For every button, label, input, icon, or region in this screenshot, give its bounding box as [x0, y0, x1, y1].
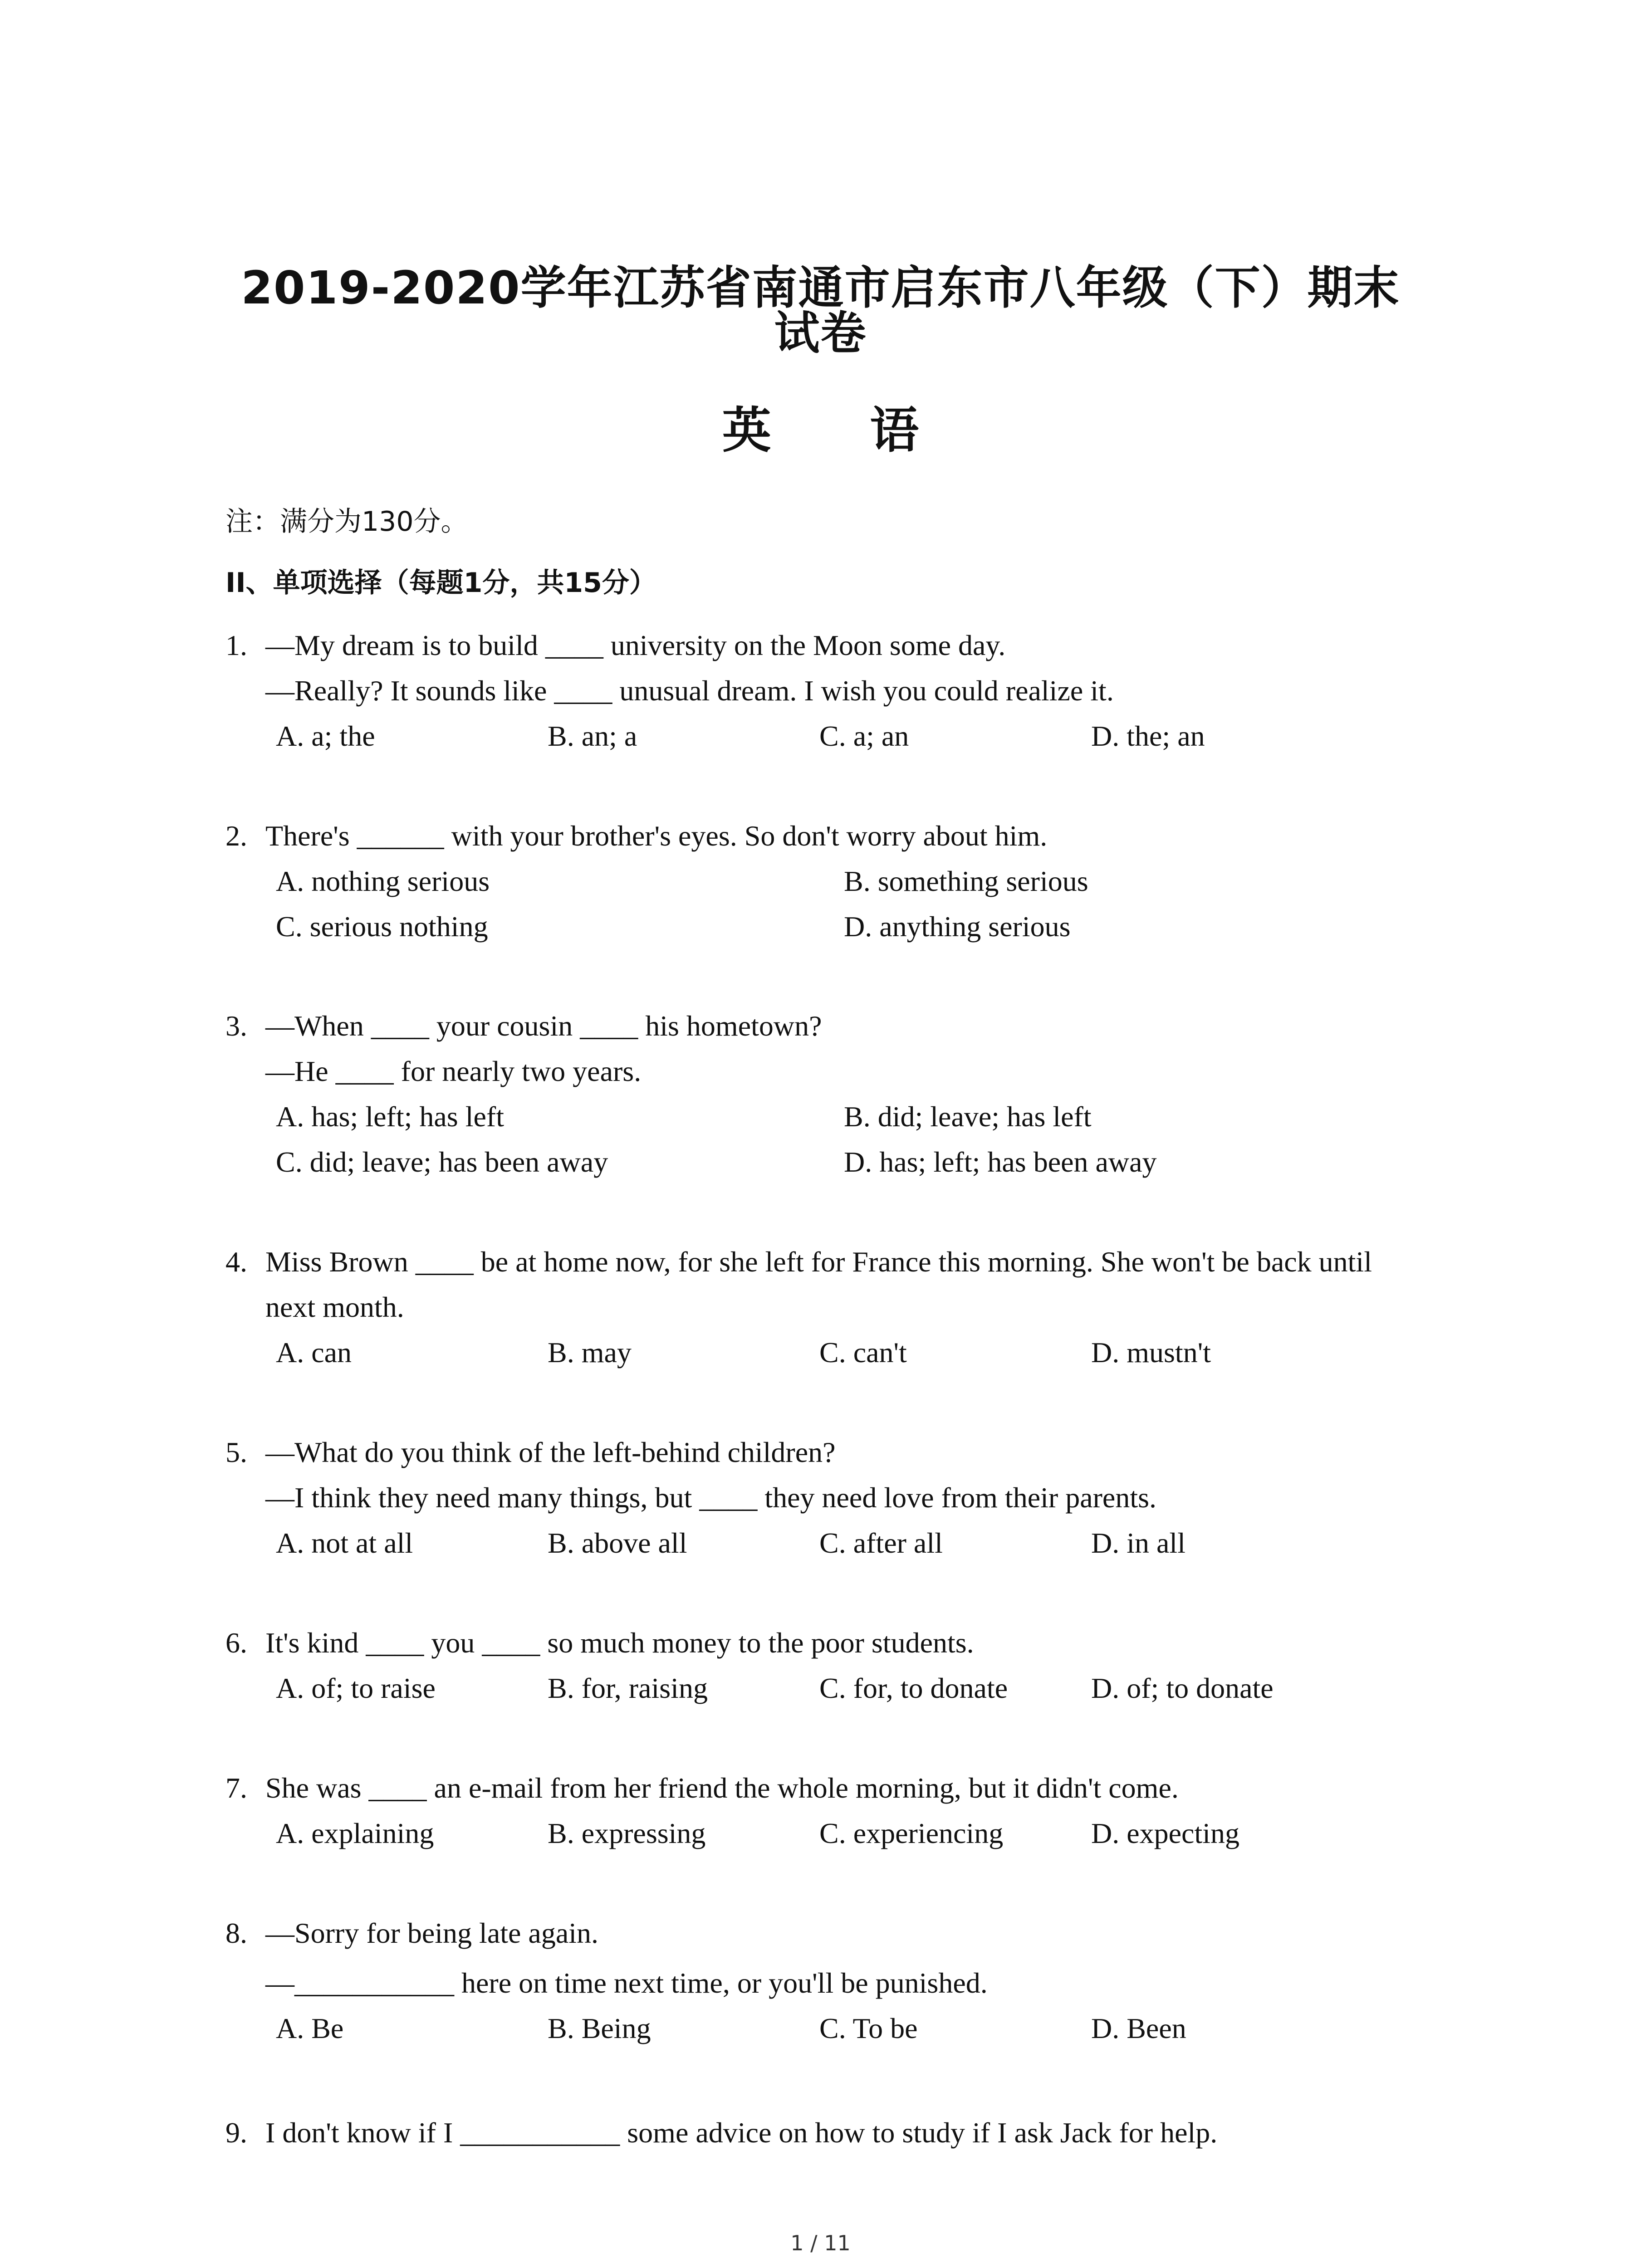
- section-heading: II、单项选择（每题1分，共15分）: [225, 567, 656, 599]
- question-number: 5.: [225, 1436, 247, 1468]
- option-a: A. not at all: [276, 1527, 413, 1559]
- option-c: C. experiencing: [819, 1817, 1004, 1849]
- option-a: A. of; to raise: [276, 1672, 436, 1704]
- page-number: 1 / 11: [790, 2231, 851, 2255]
- option-a: A. has; left; has left: [276, 1100, 504, 1133]
- option-d: D. of; to donate: [1091, 1672, 1274, 1704]
- option-a: A. Be: [276, 2012, 344, 2044]
- document-title-line-1: 2019-2020学年江苏省南通市启东市八年级（下）期末: [241, 261, 1400, 314]
- question-number: 3.: [225, 1010, 247, 1042]
- score-note: 注：满分为130分。: [225, 506, 468, 538]
- question-text: next month.: [265, 1291, 404, 1323]
- question-number: 4.: [225, 1246, 247, 1278]
- question-text: —My dream is to build ____ university on the Moon some day.: [265, 629, 1006, 661]
- option-b: B. Being: [548, 2012, 651, 2044]
- question-text: —___________ here on time next time, or you'll be punished.: [265, 1967, 988, 1999]
- option-b: B. an; a: [548, 720, 637, 752]
- question-text: There's ______ with your brother's eyes. So don't worry about him.: [265, 820, 1048, 852]
- question-number: 2.: [225, 820, 247, 852]
- option-c: C. can't: [819, 1336, 907, 1369]
- option-c: C. did; leave; has been away: [276, 1146, 608, 1178]
- question-text: —He ____ for nearly two years.: [265, 1055, 642, 1087]
- document-title-line-2: 试卷: [774, 307, 867, 360]
- option-d: D. Been: [1091, 2012, 1186, 2044]
- option-d: D. in all: [1091, 1527, 1185, 1559]
- option-c: C. serious nothing: [276, 910, 488, 943]
- question-number: 6.: [225, 1627, 247, 1659]
- option-b: B. above all: [548, 1527, 687, 1559]
- question-text: She was ____ an e-mail from her friend the whole morning, but it didn't come.: [265, 1772, 1179, 1804]
- option-d: D. has; left; has been away: [844, 1146, 1157, 1178]
- question-number: 1.: [225, 629, 247, 661]
- option-a: A. nothing serious: [276, 865, 490, 897]
- option-d: D. the; an: [1091, 720, 1205, 752]
- option-a: A. explaining: [276, 1817, 434, 1849]
- question-text: —Really? It sounds like ____ unusual dream. I wish you could realize it.: [265, 675, 1114, 707]
- question-text: I don't know if I ___________ some advice on how to study if I ask Jack for help.: [265, 2116, 1218, 2149]
- question-number: 9.: [225, 2116, 247, 2149]
- option-b: B. may: [548, 1336, 632, 1369]
- question-text: Miss Brown ____ be at home now, for she left for France this morning. She won't be back until: [265, 1246, 1372, 1278]
- option-c: C. after all: [819, 1527, 943, 1559]
- option-b: B. did; leave; has left: [844, 1100, 1092, 1133]
- subject-heading: 英 语: [722, 402, 960, 459]
- option-d: D. anything serious: [844, 910, 1071, 943]
- option-c: C. To be: [819, 2012, 918, 2044]
- option-d: D. expecting: [1091, 1817, 1239, 1849]
- option-d: D. mustn't: [1091, 1336, 1211, 1369]
- question-number: 7.: [225, 1772, 247, 1804]
- option-b: B. expressing: [548, 1817, 706, 1849]
- question-text: —Sorry for being late again.: [265, 1917, 598, 1949]
- question-text: —When ____ your cousin ____ his hometown?: [265, 1010, 822, 1042]
- question-text: —What do you think of the left-behind children?: [265, 1436, 836, 1468]
- question-text: It's kind ____ you ____ so much money to the poor students.: [265, 1627, 974, 1659]
- option-b: B. something serious: [844, 865, 1088, 897]
- option-a: A. a; the: [276, 720, 375, 752]
- option-a: A. can: [276, 1336, 352, 1369]
- question-text: —I think they need many things, but ____ they need love from their parents.: [265, 1481, 1156, 1514]
- question-number: 8.: [225, 1917, 247, 1949]
- option-c: C. for, to donate: [819, 1672, 1008, 1704]
- option-b: B. for, raising: [548, 1672, 708, 1704]
- option-c: C. a; an: [819, 720, 909, 752]
